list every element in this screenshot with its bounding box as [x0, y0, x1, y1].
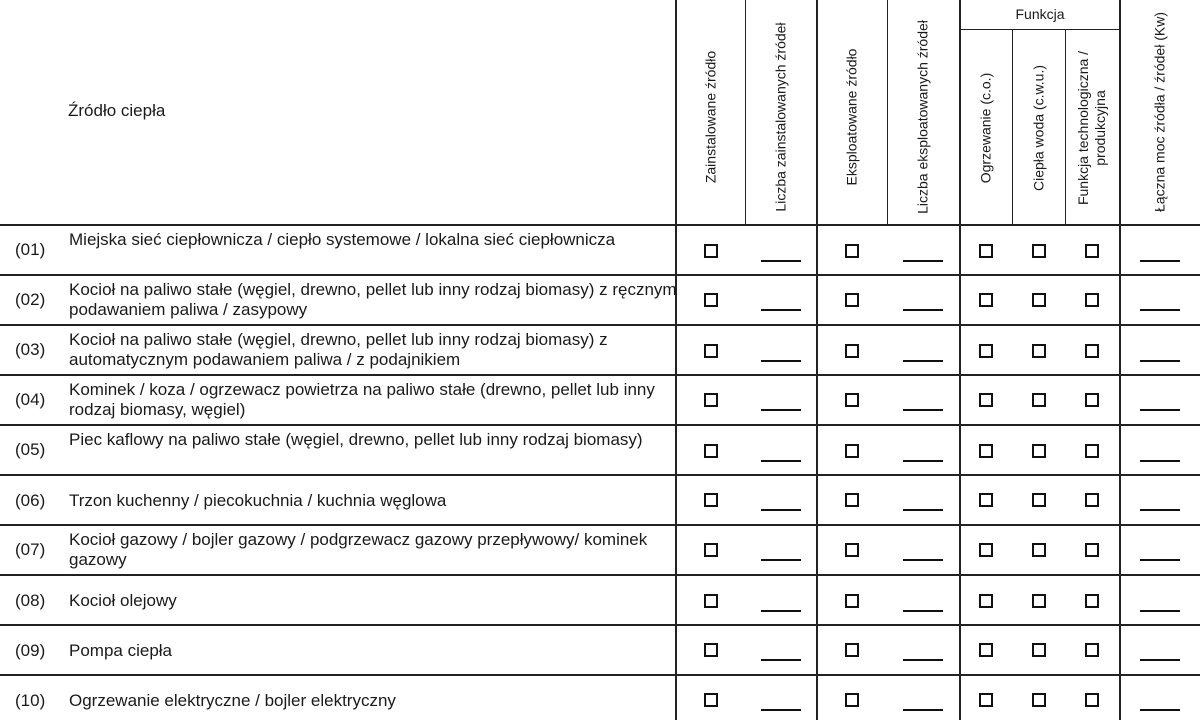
installed-count-field[interactable] [761, 360, 801, 362]
row-number: (07) [15, 540, 46, 559]
column-header-hot-water: Ciepła woda (c.w.u.) [1030, 64, 1047, 192]
table-row [0, 426, 1200, 474]
table-row [0, 576, 1200, 624]
heating-checkbox[interactable] [979, 393, 993, 407]
table-row [0, 326, 1200, 374]
row-number: (01) [15, 240, 46, 259]
operated-checkbox[interactable] [845, 693, 859, 707]
installed-count-field[interactable] [761, 709, 801, 711]
operated-count-field[interactable] [903, 610, 943, 612]
technological-checkbox[interactable] [1085, 493, 1099, 507]
operated-checkbox[interactable] [845, 643, 859, 657]
installed-count-field[interactable] [761, 409, 801, 411]
technological-checkbox[interactable] [1085, 693, 1099, 707]
operated-checkbox[interactable] [845, 444, 859, 458]
table-row [0, 276, 1200, 324]
column-header-technological: Funkcja technologiczna / produkcyjna [1075, 50, 1108, 206]
row-label: Pompa ciepła [69, 641, 173, 660]
operated-count-field[interactable] [903, 309, 943, 311]
total-power-field[interactable] [1140, 460, 1180, 462]
technological-checkbox[interactable] [1085, 393, 1099, 407]
hot-water-checkbox[interactable] [1032, 643, 1046, 657]
row-label: Ogrzewanie elektryczne / bojler elektryczny [69, 691, 396, 710]
technological-checkbox[interactable] [1085, 293, 1099, 307]
installed-checkbox[interactable] [704, 594, 718, 608]
heating-checkbox[interactable] [979, 444, 993, 458]
operated-checkbox[interactable] [845, 244, 859, 258]
column-header-source: Źródło ciepła [68, 101, 166, 120]
installed-checkbox[interactable] [704, 293, 718, 307]
installed-checkbox[interactable] [704, 493, 718, 507]
row-number: (08) [15, 591, 46, 610]
table-row [0, 676, 1200, 720]
installed-count-field[interactable] [761, 509, 801, 511]
total-power-field[interactable] [1140, 360, 1180, 362]
heating-checkbox[interactable] [979, 594, 993, 608]
operated-count-field[interactable] [903, 460, 943, 462]
column-header-installed-count: Liczba zainstalowanych źródeł [772, 22, 789, 212]
row-number: (03) [15, 340, 46, 359]
installed-count-field[interactable] [761, 260, 801, 262]
heating-checkbox[interactable] [979, 344, 993, 358]
total-power-field[interactable] [1140, 610, 1180, 612]
installed-checkbox[interactable] [704, 344, 718, 358]
table-row [0, 626, 1200, 674]
hot-water-checkbox[interactable] [1032, 293, 1046, 307]
grid-line [745, 0, 746, 225]
technological-checkbox[interactable] [1085, 594, 1099, 608]
hot-water-checkbox[interactable] [1032, 244, 1046, 258]
installed-checkbox[interactable] [704, 543, 718, 557]
total-power-field[interactable] [1140, 659, 1180, 661]
operated-count-field[interactable] [903, 509, 943, 511]
operated-checkbox[interactable] [845, 594, 859, 608]
row-number: (06) [15, 491, 46, 510]
column-header-installed: Zainstalowane źródło [702, 50, 719, 184]
table-row [0, 476, 1200, 524]
total-power-field[interactable] [1140, 559, 1180, 561]
operated-count-field[interactable] [903, 559, 943, 561]
operated-checkbox[interactable] [845, 493, 859, 507]
operated-count-field[interactable] [903, 659, 943, 661]
row-label: Kocioł na paliwo stałe (węgiel, drewno, pellet lub inny rodzaj biomasy) z ręcznym podawaniem paliwa / zasypowy [69, 280, 677, 319]
installed-count-field[interactable] [761, 659, 801, 661]
hot-water-checkbox[interactable] [1032, 543, 1046, 557]
operated-checkbox[interactable] [845, 344, 859, 358]
operated-checkbox[interactable] [845, 293, 859, 307]
operated-count-field[interactable] [903, 409, 943, 411]
heating-checkbox[interactable] [979, 493, 993, 507]
hot-water-checkbox[interactable] [1032, 393, 1046, 407]
column-header-operated: Eksploatowane źródło [843, 48, 860, 186]
row-label: Trzon kuchenny / piecokuchnia / kuchnia węglowa [69, 491, 447, 510]
heating-checkbox[interactable] [979, 643, 993, 657]
installed-count-field[interactable] [761, 460, 801, 462]
installed-checkbox[interactable] [704, 444, 718, 458]
technological-checkbox[interactable] [1085, 444, 1099, 458]
table-row [0, 376, 1200, 424]
operated-count-field[interactable] [903, 709, 943, 711]
heating-checkbox[interactable] [979, 543, 993, 557]
row-number: (04) [15, 390, 46, 409]
grid-line [960, 29, 1120, 30]
column-header-total-power: Łączna moc źródła / źródeł (Kw) [1151, 12, 1168, 212]
column-group-funkcja: Funkcja [1015, 6, 1065, 22]
total-power-field[interactable] [1140, 709, 1180, 711]
table-row [0, 226, 1200, 274]
installed-count-field[interactable] [761, 309, 801, 311]
technological-checkbox[interactable] [1085, 643, 1099, 657]
technological-checkbox[interactable] [1085, 543, 1099, 557]
row-label: Kocioł olejowy [69, 591, 177, 610]
row-label: Miejska sieć ciepłownicza / ciepło systemowe / lokalna sieć ciepłownicza [69, 230, 616, 249]
table-row [0, 526, 1200, 574]
heating-checkbox[interactable] [979, 293, 993, 307]
hot-water-checkbox[interactable] [1032, 493, 1046, 507]
grid-line [1012, 30, 1013, 225]
operated-count-field[interactable] [903, 260, 943, 262]
grid-line [1065, 30, 1066, 225]
heating-checkbox[interactable] [979, 244, 993, 258]
row-number: (09) [15, 641, 46, 660]
technological-checkbox[interactable] [1085, 244, 1099, 258]
row-label: Kocioł na paliwo stałe (węgiel, drewno, pellet lub inny rodzaj biomasy) z automatycznym podawaniem paliwa / z podajnikiem [69, 330, 608, 369]
installed-checkbox[interactable] [704, 643, 718, 657]
hot-water-checkbox[interactable] [1032, 693, 1046, 707]
heating-checkbox[interactable] [979, 693, 993, 707]
column-header-operated-count: Liczba eksploatowanych źródeł [914, 20, 931, 214]
row-number: (05) [15, 440, 46, 459]
row-label: Kominek / koza / ogrzewacz powietrza na paliwo stałe (drewno, pellet lub inny rodzaj biomasy, węgiel) [69, 380, 655, 419]
column-header-heating: Ogrzewanie (c.o.) [977, 72, 994, 184]
installed-count-field[interactable] [761, 610, 801, 612]
installed-checkbox[interactable] [704, 244, 718, 258]
total-power-field[interactable] [1140, 309, 1180, 311]
operated-checkbox[interactable] [845, 393, 859, 407]
hot-water-checkbox[interactable] [1032, 594, 1046, 608]
total-power-field[interactable] [1140, 509, 1180, 511]
row-label: Piec kaflowy na paliwo stałe (węgiel, drewno, pellet lub inny rodzaj biomasy) [69, 430, 643, 449]
installed-checkbox[interactable] [704, 393, 718, 407]
operated-checkbox[interactable] [845, 543, 859, 557]
row-number: (02) [15, 290, 46, 309]
row-label: Kocioł gazowy / bojler gazowy / podgrzewacz gazowy przepływowy/ kominek gazowy [69, 530, 648, 569]
hot-water-checkbox[interactable] [1032, 344, 1046, 358]
grid-line [887, 0, 888, 225]
operated-count-field[interactable] [903, 360, 943, 362]
total-power-field[interactable] [1140, 409, 1180, 411]
hot-water-checkbox[interactable] [1032, 444, 1046, 458]
total-power-field[interactable] [1140, 260, 1180, 262]
installed-checkbox[interactable] [704, 693, 718, 707]
installed-count-field[interactable] [761, 559, 801, 561]
technological-checkbox[interactable] [1085, 344, 1099, 358]
row-number: (10) [15, 691, 46, 710]
